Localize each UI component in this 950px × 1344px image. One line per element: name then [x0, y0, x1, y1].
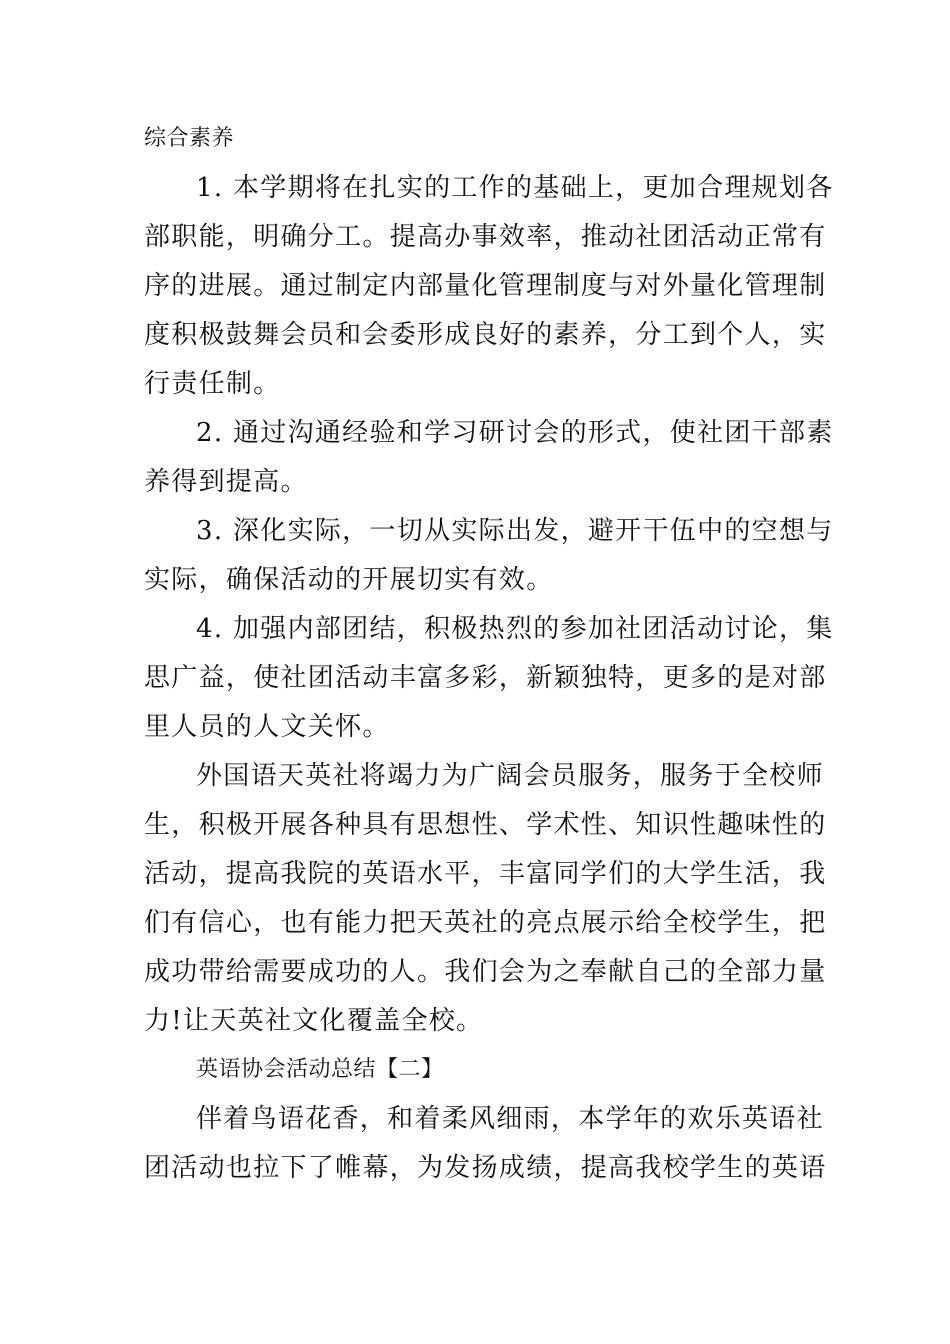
section-subheading: 英语协会活动总结【二】 [196, 1057, 444, 1082]
paragraph-1 [144, 173, 834, 399]
paragraph-final [144, 1104, 827, 1183]
paragraph-line: 1. 本学期将在扎实的工作的基础上，更加合理规划各 [196, 173, 834, 203]
document-page [144, 124, 834, 1202]
paragraph-line: 力!让天英社文化覆盖全校。 [144, 1006, 484, 1036]
paragraph-line: 实际，确保活动的开展切实有效。 [144, 565, 554, 595]
paragraph-line: 3. 深化实际，一切从实际出发，避开干伍中的空想与 [196, 516, 834, 546]
paragraph-4 [144, 614, 834, 742]
paragraph-line: 外国语天英社将竭力为广阔会员服务，服务于全校师 [196, 761, 824, 791]
section-heading: 综合素养 [144, 126, 235, 151]
paragraph-line: 4. 加强内部团结，积极热烈的参加社团活动讨论，集 [196, 614, 834, 644]
paragraph-5 [144, 761, 827, 1036]
paragraph-line: 团活动也拉下了帷幕，为发扬成绩，提高我校学生的英语 [144, 1153, 827, 1183]
paragraph-line: 2. 通过沟通经验和学习研讨会的形式，使社团干部素 [196, 418, 834, 448]
paragraph-line: 成功带给需要成功的人。我们会为之奉献自己的全部力量 [144, 957, 827, 987]
paragraph-line: 活动，提高我院的英语水平，丰富同学们的大学生活，我 [144, 859, 827, 889]
paragraph-line: 伴着鸟语花香，和着柔风细雨，本学年的欢乐英语社 [196, 1104, 824, 1134]
paragraph-line: 养得到提高。 [144, 467, 308, 497]
paragraph-line: 度积极鼓舞会员和会委形成良好的素养，分工到个人，实 [144, 320, 827, 350]
paragraph-line: 序的进展。通过制定内部量化管理制度与对外量化管理制 [144, 271, 827, 301]
paragraph-line: 生，积极开展各种具有思想性、学术性、知识性趣味性的 [144, 810, 827, 840]
paragraph-line: 里人员的人文关怀。 [144, 712, 390, 742]
paragraph-line: 部职能，明确分工。提高办事效率，推动社团活动正常有 [144, 222, 827, 252]
paragraph-line: 们有信心，也有能力把天英社的亮点展示给全校学生，把 [144, 908, 827, 938]
paragraph-3 [144, 516, 834, 595]
paragraph-line: 行责任制。 [144, 369, 281, 399]
paragraph-2 [144, 418, 834, 497]
paragraph-line: 思广益，使社团活动丰富多彩，新颖独特，更多的是对部 [144, 663, 827, 693]
